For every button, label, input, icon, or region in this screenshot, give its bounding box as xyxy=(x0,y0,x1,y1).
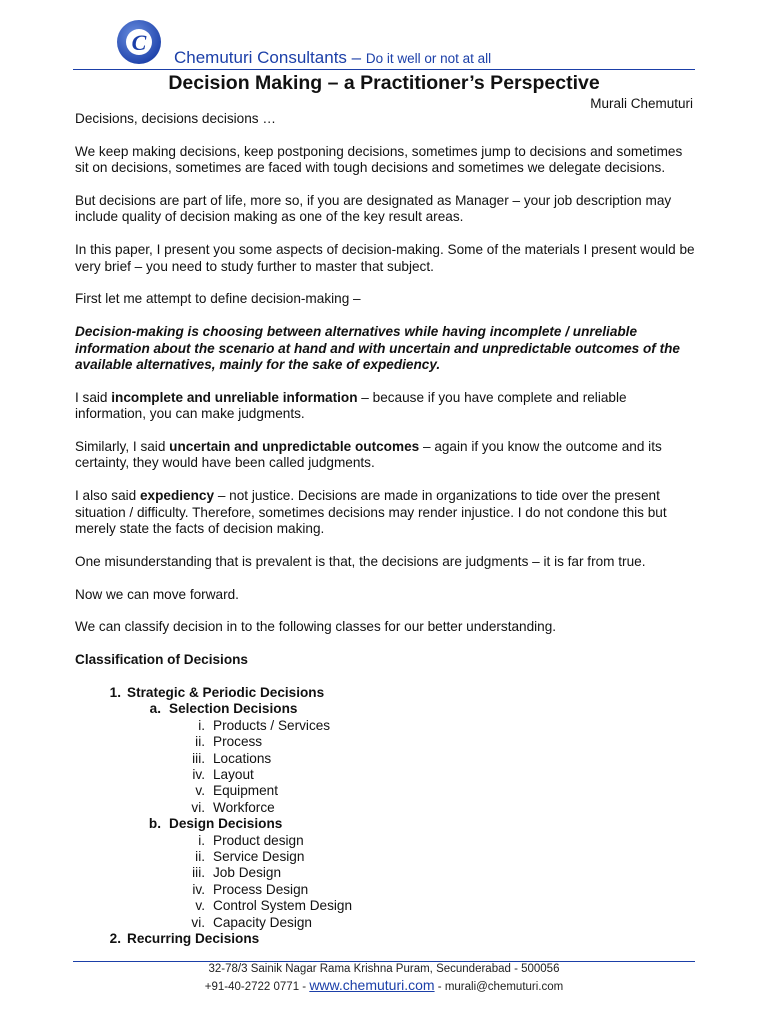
paragraph: Decisions, decisions decisions … xyxy=(75,111,276,126)
paragraph: In this paper, I present you some aspects of decision-making. Some of the materials I present would be very brief – you need to study further to master that subject. xyxy=(75,242,695,274)
list-label: Locations xyxy=(213,750,272,766)
list-number: iii. xyxy=(192,865,205,881)
list-label: Recurring Decisions xyxy=(127,931,260,947)
list-number: ii. xyxy=(195,849,205,865)
list-number: ii. xyxy=(195,734,205,750)
list-label: Strategic & Periodic Decisions xyxy=(127,685,325,701)
list-number: i. xyxy=(198,832,205,848)
footer-rule xyxy=(73,961,695,962)
definition-paragraph: Decision-making is choosing between alternatives while having incomplete / unreliable information about the scenario at hand and with uncertain and unpredictable outcomes of the available alternatives, mainly for the sake of expediency. xyxy=(75,324,680,373)
sub-list-item xyxy=(75,734,695,750)
list-label: Selection Decisions xyxy=(169,701,298,717)
list-number: a. xyxy=(149,701,161,717)
sub-list-item xyxy=(75,783,695,799)
list-label: Service Design xyxy=(213,849,305,865)
paragraph-text: Similarly, I said xyxy=(75,439,170,455)
sub-list-item xyxy=(75,833,695,849)
logo-letter: C xyxy=(131,30,147,55)
brand-line xyxy=(174,48,491,68)
list-label: Process Design xyxy=(213,881,309,897)
paragraph: We can classify decision in to the following classes for our better understanding. xyxy=(75,619,557,635)
list-number: vi. xyxy=(191,914,205,930)
paragraph-text: – because if you have complete and reliable information, you can make judgments. xyxy=(75,389,627,422)
footer-separator: - xyxy=(434,981,445,993)
paragraph xyxy=(75,439,695,472)
list-number: iv. xyxy=(192,881,205,897)
sub-list-item xyxy=(75,882,695,898)
sub-list-item xyxy=(75,898,695,914)
paragraph-text: – again if you know the outcome and its certainty, they would have been called judgments. xyxy=(75,439,662,471)
list-label: Layout xyxy=(213,767,254,783)
sub-list-item xyxy=(75,718,695,734)
brand-dash: – xyxy=(346,48,366,67)
email-link[interactable]: murali@chemuturi.com xyxy=(444,981,564,993)
sub-list-item xyxy=(75,849,695,865)
list-number: i. xyxy=(198,717,205,733)
list-label: Control System Design xyxy=(213,898,353,914)
list-item xyxy=(75,685,695,701)
paragraph-text: I also said xyxy=(75,488,140,504)
paragraph-text: I said xyxy=(75,389,112,405)
section-heading: Classification of Decisions xyxy=(75,652,248,668)
emphasis-text: uncertain and unpredictable outcomes xyxy=(169,439,420,455)
list-number: vi. xyxy=(191,799,205,815)
list-number: iv. xyxy=(192,767,205,783)
company-tagline: Do it well or not at all xyxy=(365,51,492,66)
author-name: Murali Chemuturi xyxy=(590,96,693,111)
list-number: 2. xyxy=(109,931,121,947)
footer-address: 32-78/3 Sainik Nagar Rama Krishna Puram, Secunderabad - 500056 xyxy=(208,963,560,975)
list-item xyxy=(75,816,695,832)
paragraph: We keep making decisions, keep postponing decisions, sometimes jump to decisions and sometimes sit on decisions, sometimes are faced with tough decisions and sometimes we delegate decisions. xyxy=(75,143,683,176)
list-label: Equipment xyxy=(213,783,278,799)
paragraph: But decisions are part of life, more so, if you are designated as Manager – your job description may include quality of decision making as one of the key result areas. xyxy=(75,193,672,225)
paragraph-text: – not justice. Decisions are made in organizations to tide over the present situation / difficulty. Therefore, sometimes decisions may render injustice. I do not condone this but merely state the facts of decision making. xyxy=(75,488,667,537)
sub-list-item xyxy=(75,800,695,816)
sub-list-item xyxy=(75,915,695,931)
classification-list xyxy=(75,685,695,948)
list-label: Job Design xyxy=(213,865,282,881)
list-label: Workforce xyxy=(213,799,275,815)
list-item xyxy=(75,701,695,717)
list-label: Capacity Design xyxy=(213,914,312,930)
paragraph: First let me attempt to define decision-making – xyxy=(75,291,361,307)
paragraph xyxy=(75,390,695,423)
list-number: 1. xyxy=(109,685,121,701)
sub-list-item xyxy=(75,767,695,783)
footer-phone: +91-40-2722 0771 - xyxy=(204,981,310,993)
paragraph: Now we can move forward. xyxy=(75,586,239,602)
document-title: Decision Making – a Practitioner’s Perspective xyxy=(168,72,600,94)
paragraph xyxy=(75,488,695,537)
list-label: Process xyxy=(213,734,263,750)
list-label: Design Decisions xyxy=(169,816,283,832)
footer-contact xyxy=(0,977,768,993)
sub-list-item xyxy=(75,865,695,881)
website-link[interactable]: www.chemuturi.com xyxy=(309,977,435,993)
company-name: Chemuturi Consultants xyxy=(174,48,347,67)
company-logo xyxy=(116,19,162,65)
document-body xyxy=(75,111,695,948)
list-number: v. xyxy=(195,783,205,799)
list-number: iii. xyxy=(192,750,205,766)
list-number: v. xyxy=(195,898,205,914)
list-label: Products / Services xyxy=(213,717,331,733)
list-number: b. xyxy=(148,816,161,832)
emphasis-text: expediency xyxy=(139,488,215,504)
paragraph: One misunderstanding that is prevalent is that, the decisions are judgments – it is far from true. xyxy=(75,553,646,569)
list-item xyxy=(75,931,695,947)
header-rule xyxy=(73,69,695,70)
emphasis-text: incomplete and unreliable information xyxy=(111,389,358,405)
sub-list-item xyxy=(75,751,695,767)
list-label: Product design xyxy=(213,832,304,848)
